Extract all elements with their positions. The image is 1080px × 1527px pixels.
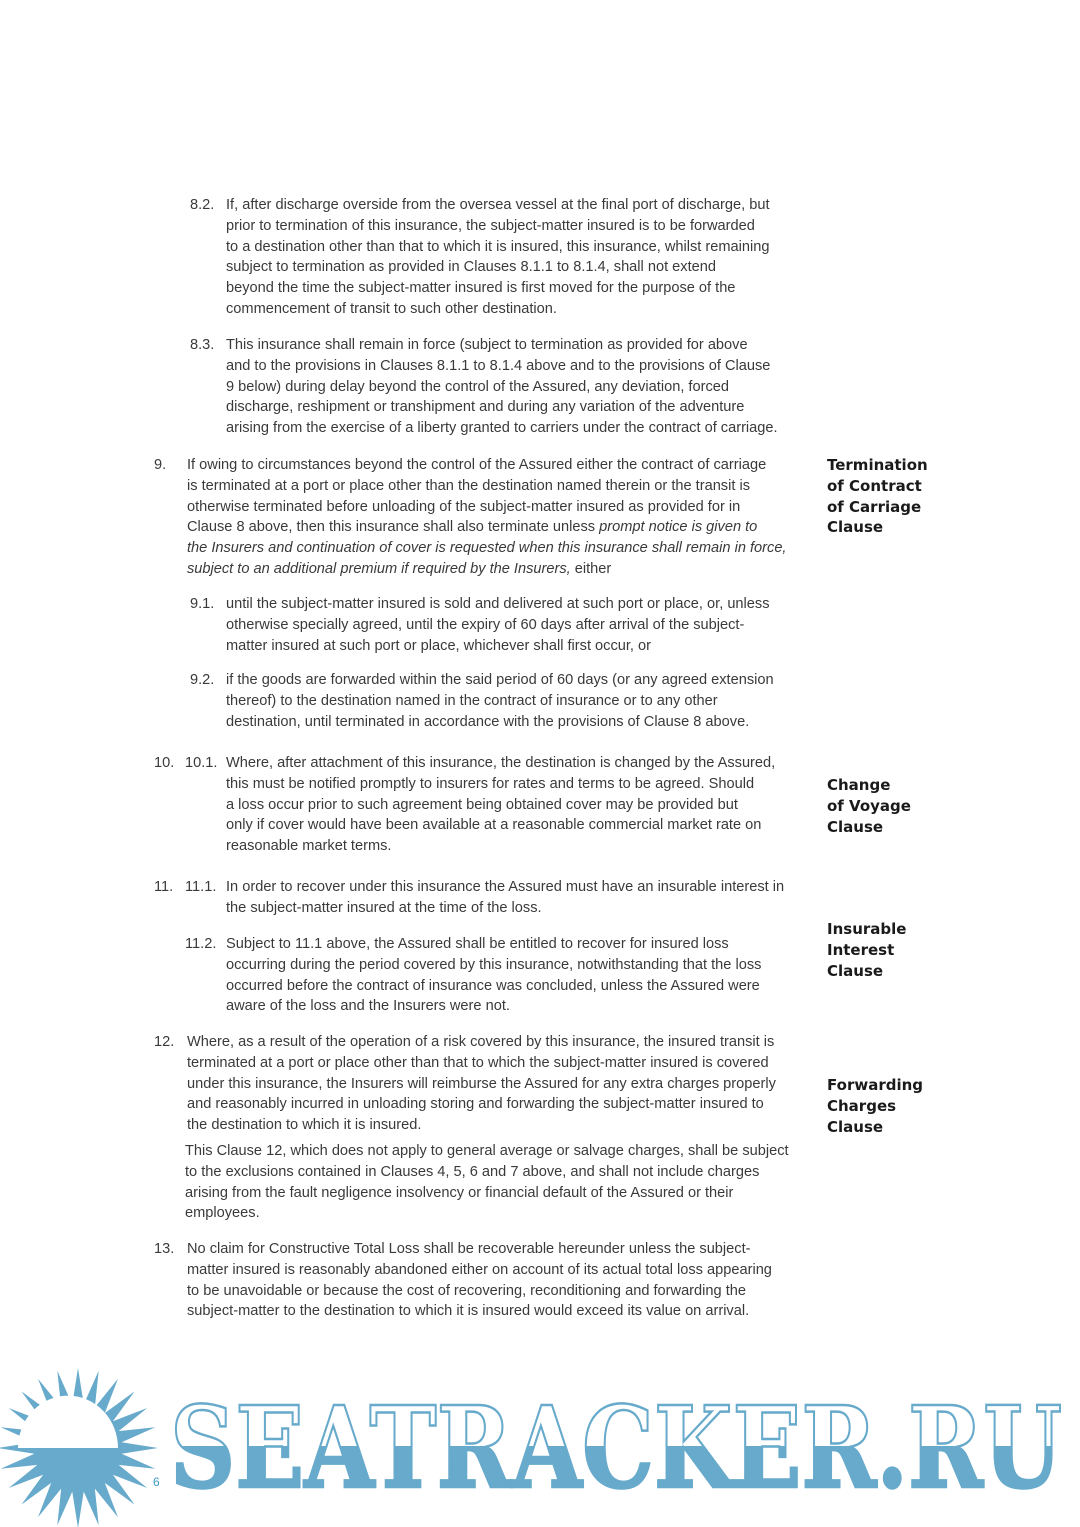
side-heading — [827, 919, 906, 981]
side-heading-line: of Carriage — [827, 497, 922, 516]
clause-text — [226, 594, 770, 656]
text-line: subject to termination as provided in Clauses 8.1.1 to 8.1.4, shall not extend — [226, 259, 716, 276]
side-heading — [827, 455, 928, 538]
side-heading-line: Forwarding — [827, 1076, 924, 1094]
clause-number: 10.1. — [185, 755, 218, 771]
side-heading-line: Clause — [827, 1117, 884, 1136]
text-line: otherwise terminated before unloading of the subject-matter insured as provided for in — [187, 498, 741, 515]
italic-text: subject to an additional premium if required by the Insurers, — [187, 560, 571, 577]
text-line: matter insured at such port or place, whichever shall first occur, or — [226, 637, 652, 654]
side-heading-line: Clause — [827, 961, 884, 980]
side-heading — [827, 1075, 923, 1137]
clause-number: 12. — [154, 1034, 175, 1050]
text-line: employees. — [185, 1205, 260, 1222]
text-line: commencement of transit to such other destination. — [226, 300, 557, 317]
text-line: discharge, reshipment or transhipment and during any variation of the adventure — [226, 399, 745, 416]
side-heading — [827, 775, 911, 837]
text-line: No claim for Constructive Total Loss shall be recoverable hereunder unless the subject- — [187, 1241, 751, 1257]
text-line: Where, after attachment of this insurance, the destination is changed by the Assured, — [226, 755, 776, 771]
text-line: Subject to 11.1 above, the Assured shall be entitled to recover for insured loss — [226, 936, 729, 952]
text-line: This Clause 12, which does not apply to general average or salvage charges, shall be subject — [185, 1143, 789, 1159]
text-line: otherwise specially agreed, until the expiry of 60 days after arrival of the subject- — [226, 616, 745, 633]
clause-number: 8.2. — [190, 197, 215, 213]
text-line: is terminated at a port or place other than the destination named therein or the transit is — [187, 477, 750, 494]
text-line: arising from the fault negligence insolvency or financial default of the Assured or their — [185, 1184, 734, 1201]
clause-number: 11.2. — [185, 936, 217, 952]
clause-text — [226, 877, 784, 919]
text-line: reasonable market terms. — [226, 838, 392, 855]
text-line: to be unavoidable or because the cost of recovering, reconditioning and forwarding the — [187, 1282, 746, 1299]
clause-text — [187, 1239, 772, 1322]
clause-number: 13. — [154, 1241, 175, 1257]
text-line: a loss occur prior to such agreement being obtained cover may be provided but — [226, 796, 738, 813]
clause-number: 9.2. — [190, 672, 215, 688]
clause-number: 8.3. — [190, 337, 215, 353]
text-line: occurring during the period covered by this insurance, notwithstanding that the loss — [226, 956, 762, 973]
text-line: In order to recover under this insurance the Assured must have an insurable interest in — [226, 879, 785, 895]
text-line: until the subject-matter insured is sold and delivered at such port or place, or, unless — [226, 596, 770, 612]
clause-text — [226, 670, 774, 732]
text-line: to the exclusions contained in Clauses 4, 5, 6 and 7 above, and shall not include charges — [185, 1163, 760, 1180]
clause-text — [187, 1032, 776, 1136]
text-line: and reasonably incurred in unloading storing and forwarding the subject-matter insured to — [187, 1096, 764, 1113]
side-heading-line: Insurable — [827, 920, 907, 938]
seatracker-logo — [0, 1360, 1080, 1527]
text-line: If owing to circumstances beyond the control of the Assured either the contract of carriage — [187, 457, 767, 473]
text-line: thereof) to the destination named in the contract of insurance or to any other — [226, 692, 718, 709]
side-heading-line: Charges — [827, 1096, 897, 1115]
text-line: and to the provisions in Clauses 8.1.1 to 8.1.4 above and to the provisions of Clause — [226, 357, 771, 374]
text-line — [187, 517, 786, 538]
side-heading-line: of Voyage — [827, 796, 911, 815]
text-line: if the goods are forwarded within the said period of 60 days (or any agreed extension — [226, 672, 774, 688]
text-line: matter insured is reasonably abandoned either on account of its actual total loss appearing — [187, 1261, 772, 1278]
text-line — [187, 538, 786, 559]
text-line: aware of the loss and the Insurers were not. — [226, 998, 510, 1015]
clause-number: 10. — [154, 755, 175, 771]
text-line: arising from the exercise of a liberty granted to carriers under the contract of carriage. — [226, 420, 778, 437]
text-line: subject-matter to the destination to which it is insured would exceed its value on arrival. — [187, 1303, 750, 1320]
page-number: 6 — [153, 1475, 160, 1489]
clause-text — [187, 455, 786, 580]
side-heading-line: Interest — [827, 940, 895, 959]
text-line: to a destination other than that to which it is insured, this insurance, whilst remaining — [226, 238, 770, 255]
text-line — [187, 559, 786, 580]
clause-number: 9. — [154, 457, 167, 473]
side-heading-line: of Contract — [827, 476, 922, 495]
text-line: If, after discharge overside from the oversea vessel at the final port of discharge, but — [226, 197, 770, 213]
text-line: destination, until terminated in accordance with the provisions of Clause 8 above. — [226, 713, 750, 730]
side-heading-line: Termination — [827, 456, 928, 474]
text: either — [570, 560, 612, 577]
text: Clause 8 above, then this insurance shall also terminate unless — [187, 519, 600, 536]
text-line: occurred before the contract of insurance was concluded, unless the Assured were — [226, 977, 760, 994]
text-line: terminated at a port or place other than that to which the subject-matter insured is covered — [187, 1054, 769, 1071]
side-heading-line: Clause — [827, 817, 884, 836]
clause-number: 11. — [154, 879, 174, 895]
clause-text — [226, 195, 770, 320]
clause-text — [185, 1141, 789, 1224]
text-line: Where, as a result of the operation of a risk covered by this insurance, the insured transit is — [187, 1034, 775, 1050]
sun-icon — [0, 1368, 158, 1527]
text-line: prior to termination of this insurance, the subject-matter insured is to be forwarded — [226, 217, 755, 234]
side-heading-line: Clause — [827, 518, 884, 537]
side-heading-line: Change — [827, 776, 891, 794]
clause-text — [226, 934, 761, 1017]
clause-text — [226, 335, 778, 439]
text-line: under this insurance, the Insurers will reimburse the Assured for any extra charges properly — [187, 1075, 776, 1092]
text-line: beyond the time the subject-matter insured is first moved for the purpose of the — [226, 280, 736, 297]
text-line: 9 below) during delay beyond the control of the Assured, any deviation, forced — [226, 378, 729, 395]
text-line: only if cover would have been available at a reasonable commercial market rate on — [226, 817, 762, 834]
text-line: this must be notified promptly to insurers for rates and terms to be agreed. Should — [226, 775, 755, 792]
watermark-text: SEATRACKER.RU — [170, 1383, 1062, 1514]
italic-text: prompt notice is given to — [599, 519, 758, 536]
clause-text — [226, 753, 775, 857]
text-line: This insurance shall remain in force (subject to termination as provided for above — [226, 337, 748, 353]
italic-text: the Insurers and continuation of cover is requested when this insurance shall remain in force, — [187, 540, 787, 557]
clause-number: 11.1. — [185, 879, 217, 895]
text-line: the destination to which it is insured. — [187, 1117, 422, 1134]
text-line: the subject-matter insured at the time of the loss. — [226, 899, 542, 916]
clause-number: 9.1. — [190, 596, 215, 612]
